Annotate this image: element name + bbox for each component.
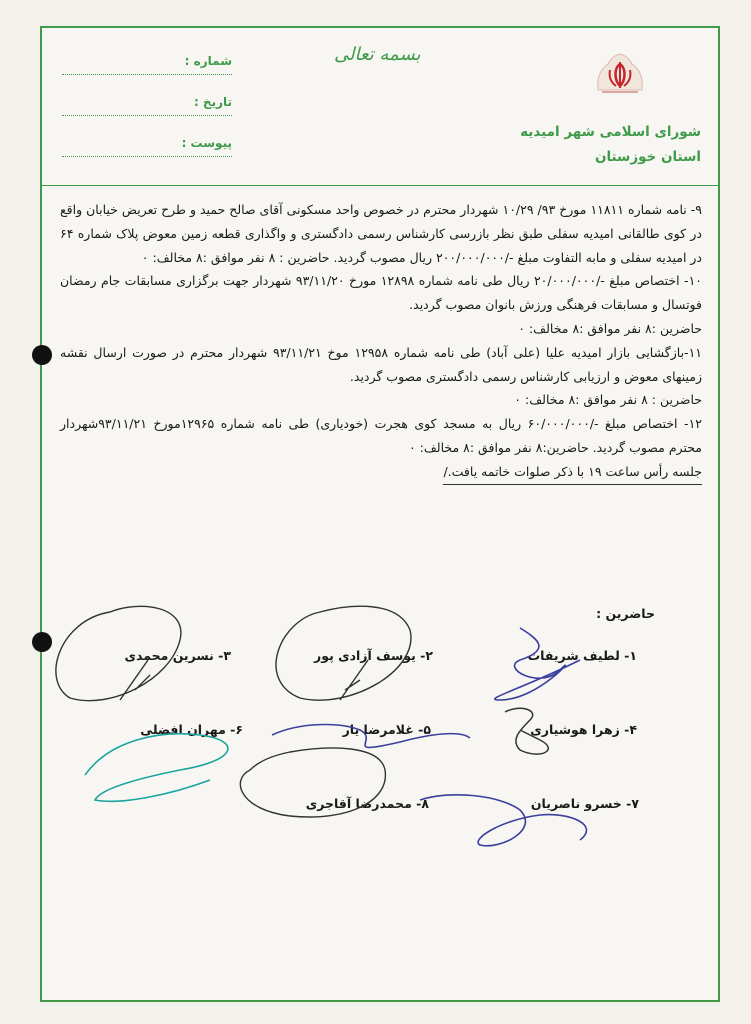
minutes-body bbox=[60, 198, 702, 485]
member-name-2: ۲- یوسف آزادی پور bbox=[314, 648, 433, 663]
minutes-item-12: ۱۲- اختصاص مبلغ -/۶۰/۰۰۰/۰۰۰ ریال به مسجد کوی هجرت (خودیاری) طی نامه شماره ۱۲۹۶۵مورخ ۹۳/۱۱/۲۱شهردار محترم مصوب گردید. حاضرین:۸ نفر موافق :۸ مخالف: ۰ bbox=[60, 416, 702, 455]
basmala: بسمه تعالی bbox=[334, 44, 421, 65]
document-frame bbox=[40, 26, 720, 1002]
member-name-7: ۷- خسرو ناصریان bbox=[530, 796, 639, 811]
date-label: تاریخ : bbox=[190, 95, 232, 109]
attachment-label: پیوست : bbox=[178, 136, 232, 150]
attachment-field bbox=[62, 136, 232, 157]
number-label: شماره : bbox=[181, 54, 232, 68]
council-heading bbox=[501, 120, 701, 170]
iran-emblem-icon bbox=[594, 50, 646, 98]
member-name-1: ۱- لطیف شریفات bbox=[527, 648, 637, 663]
number-field bbox=[62, 54, 232, 75]
attendees-title: حاضرین : bbox=[596, 606, 655, 621]
hole-punch-bottom bbox=[32, 632, 52, 652]
member-name-6: ۶- مهران افضلی bbox=[140, 722, 243, 737]
hole-punch-top bbox=[32, 345, 52, 365]
province-name: استان خوزستان bbox=[594, 149, 701, 165]
minutes-item-9: ۹- نامه شماره ۱۱۸۱۱ مورخ ۹۳/ ۱۰/۲۹ شهردار محترم در خصوص واحد مسکونی آقای صالح حمید و طرح تعریض خیابان واقع در کوی طالقانی امیدیه سفلی طبق نظر بازرسی کارشناس رسمی دادگستری و واگذاری قطعه زمین معوض پلاک شماره ۶۴ در امیدیه سفلی و مابه التفاوت مبلغ -/۲۰۰/۰۰۰/۰۰۰ ریال مصوب گردید. حاضرین : ۸ نفر موافق :۸ مخالف: ۰ bbox=[60, 202, 702, 265]
date-field bbox=[62, 95, 232, 116]
member-name-4: ۴- زهرا هوشیاری bbox=[530, 722, 637, 737]
minutes-item-11: ۱۱-بازگشایی بازار امیدیه علیا (علی آباد) طی نامه شماره ۱۲۹۵۸ موخ ۹۳/۱۱/۲۱ شهردار محترم در صورت ارسال نقشه زمینهای معوض و ارزیابی کارشناس رسمی دادگستری مصوب گردید. bbox=[60, 344, 702, 384]
minutes-item-10: ۱۰- اختصاص مبلغ -/۲۰/۰۰۰/۰۰۰ ریال طی نامه شماره ۱۲۸۹۸ مورخ ۹۳/۱۱/۲۰ شهردار جهت برگزاری مسابقات جام رمضان فوتسال و مسابقات فرهنگی ورزش بانوان مصوب گردید. bbox=[60, 273, 702, 313]
member-name-5: ۵- غلامرضا یار bbox=[342, 722, 431, 737]
header-divider bbox=[40, 185, 718, 186]
council-name: شورای اسلامی شهر امیدیه bbox=[520, 124, 701, 140]
closing-statement: جلسه رأس ساعت ۱۹ با ذکر صلوات خاتمه یافت./ bbox=[443, 460, 702, 485]
member-name-8: ۸- محمدرضا آقاجری bbox=[305, 796, 429, 811]
member-name-3: ۳- نسرین محمدی bbox=[124, 648, 231, 663]
minutes-item-11-votes: حاضرین : ۸ نفر موافق :۸ مخالف: ۰ bbox=[514, 392, 702, 408]
minutes-item-10-votes: حاضرین :۸ نفر موافق :۸ مخالف: ۰ bbox=[518, 320, 702, 336]
